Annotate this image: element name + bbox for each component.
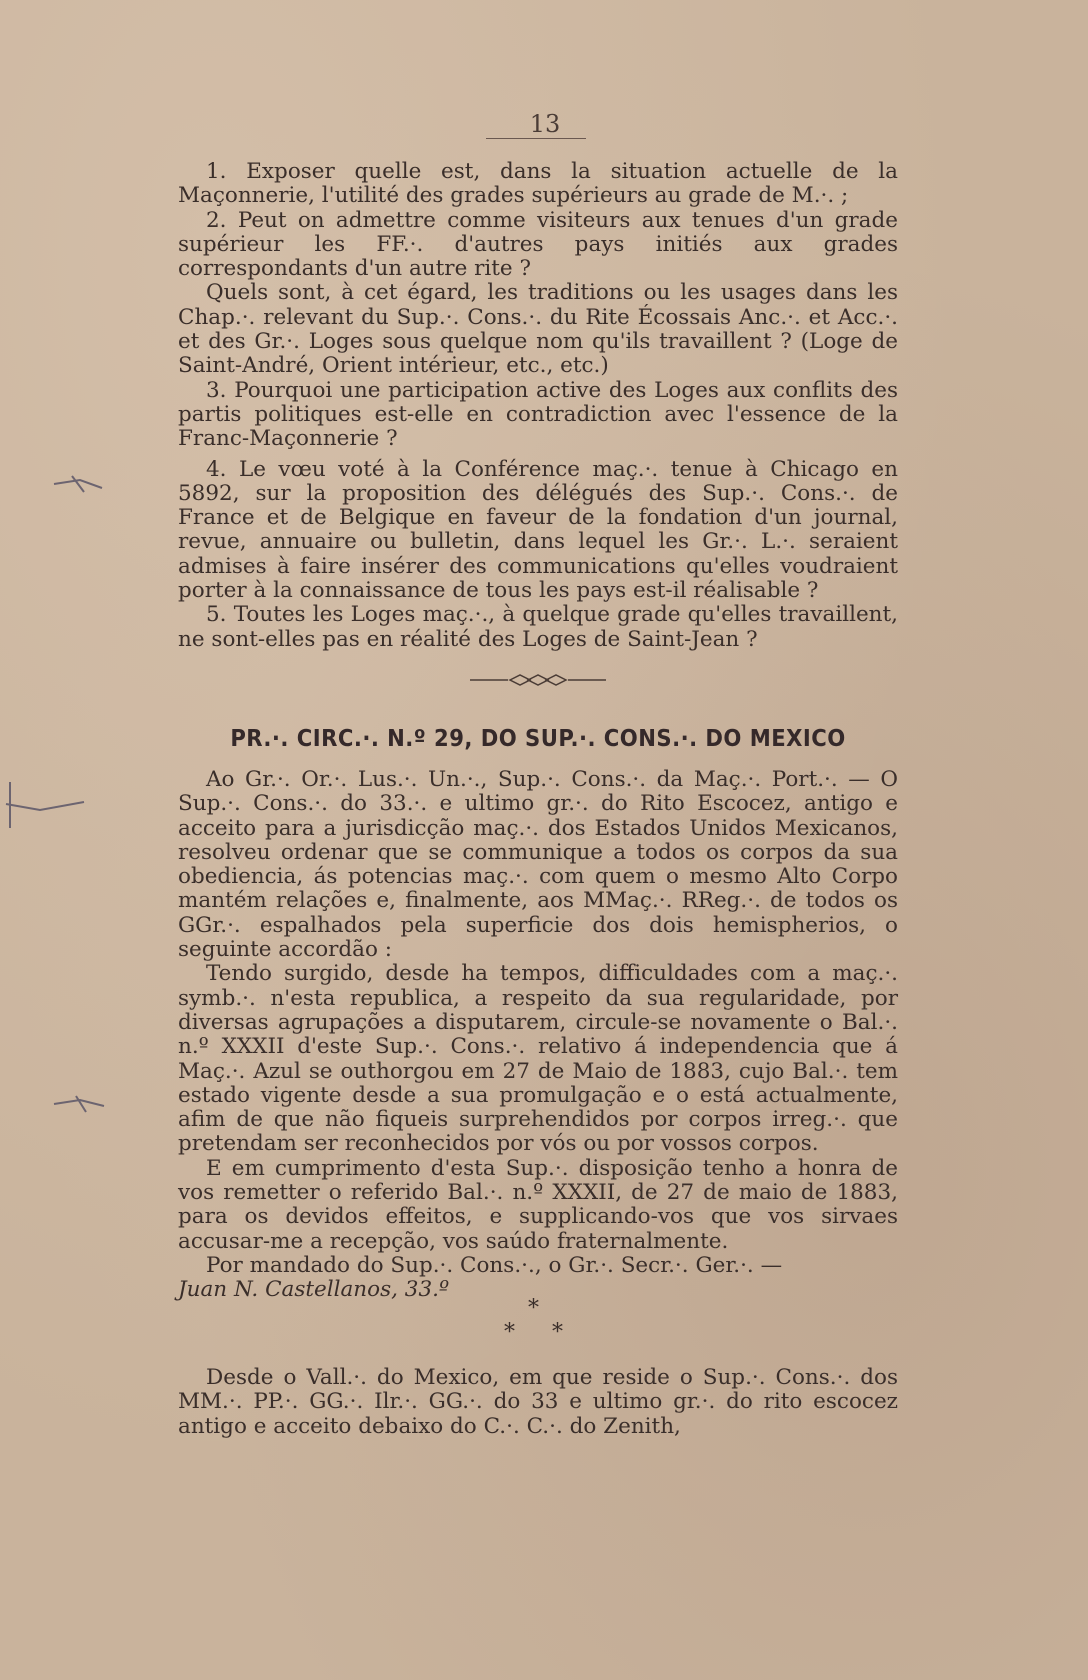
asterism-star-left: *	[504, 1320, 515, 1345]
margin-pencil-mark-2	[0, 780, 90, 830]
asterism-star-top: *	[528, 1296, 539, 1321]
portuguese-circular	[178, 768, 898, 1303]
question-1: 1. Exposer quelle est, dans la situation actuelle de la Maçonnerie, l'utilité des grades supérieurs au grade de M.·. ;	[178, 159, 898, 209]
question-2: 2. Peut on admettre comme visiteurs aux tenues d'un grade supérieur les FF.·. d'autres pays initiés aux grades correspondants d'un autre rite ?	[178, 207, 898, 282]
signature: Juan N. Castellanos, 33.º	[178, 1277, 450, 1303]
asterism	[490, 1296, 580, 1346]
page-number: 13	[529, 110, 561, 138]
french-questions	[178, 160, 898, 652]
question-4: 4. Le vœu voté à la Conférence maç.·. tenue à Chicago en 5892, sur la proposition des délégués des Sup.·. Cons.·. de France et de Belgique en faveur de la fondation d'un journal, revue, annuaire ou bulletin, dans lequel les Gr.·. L.·. seraient admises à faire insérer des communications qu'elles voudraient porter à la connaissance de tous les pays est-il réalisable ?	[178, 456, 898, 604]
question-3: 3. Pourquoi une participation active des Loges aux conflits des partis politiques est-elle en contradiction avec l'essence de la Franc-Maçonnerie ?	[178, 377, 898, 452]
asterism-star-right: *	[552, 1320, 563, 1345]
margin-pencil-mark-3	[50, 1090, 110, 1120]
ornamental-separator	[468, 670, 608, 690]
circular-intro: Ao Gr.·. Or.·. Lus.·. Un.·., Sup.·. Cons.·. da Maç.·. Port.·. — O Sup.·. Cons.·. do 33.·. e ultimo gr.·. do Rito Escocez, antigo e acceito para a jurisdicção maç.·. dos Estados Unidos Mexicanos, resolveu ordenar que se communique a todos os corpos da sua obediencia, ás potencias maç.·. com quem o mesmo Alto Corpo mantém relações e, finalmente, aos MMaç.·. RReg.·. de todos os GGr.·. espalhados pela superficie dos dois hemispherios, o seguinte accordão :	[178, 767, 898, 963]
final-paragraph: Desde o Vall.·. do Mexico, em que reside o Sup.·. Cons.·. dos MM.·. PP.·. GG.·. Ilr.·. GG.·. do 33 e ultimo gr.·. do rito escocez antigo e acceito debaixo do C.·. C.·. do Zenith,	[178, 1365, 898, 1439]
margin-pencil-mark-1	[50, 462, 110, 502]
header-rule	[486, 138, 586, 139]
section-heading: PR.·. CIRC.·. N.º 29, DO SUP.·. CONS.·. DO MEXICO	[230, 726, 846, 752]
question-2-followup: Quels sont, à cet égard, les traditions ou les usages dans les Chap.·. relevant du Sup.·. Cons.·. du Rite Écossais Anc.·. et Acc.·. et des Gr.·. Loges sous quelque nom qu'ils travaillent ? (Loge de Saint-André, Orient intérieur, etc., etc.)	[178, 280, 898, 379]
circular-request: E em cumprimento d'esta Sup.·. disposição tenho a honra de vos remetter o referido Bal.·. n.º XXXII, de 27 de maio de 1883, para os devidos effeitos, e supplicando-vos que vos sirvaes accusar-me a recepção, vos saúdo fraternalmente.	[178, 1155, 898, 1254]
circular-body: Tendo surgido, desde ha tempos, difficuldades com a maç.·. symb.·. n'esta republica, a respeito da sua regularidade, por diversas agrupações a disputarem, circule-se novamente o Bal.·. n.º XXXII d'este Sup.·. Cons.·. relativo á independencia que á Maç.·. Azul se outhorgou em 27 de Maio de 1883, cujo Bal.·. tem estado vigente desde a sua promulgação e o está actualmente, afim de que não fiqueis surprehendidos por corpos irreg.·. que pretendam ser reconhecidos por vós ou por vossos corpos.	[178, 961, 898, 1157]
question-5: 5. Toutes les Loges maç.·., à quelque grade qu'elles travaillent, ne sont-elles pas en réalité des Loges de Saint-Jean ?	[178, 602, 898, 652]
circular-mandate: Por mandado do Sup.·. Cons.·., o Gr.·. Secr.·. Ger.·. —	[206, 1252, 783, 1278]
final-paragraph-block	[178, 1366, 898, 1439]
